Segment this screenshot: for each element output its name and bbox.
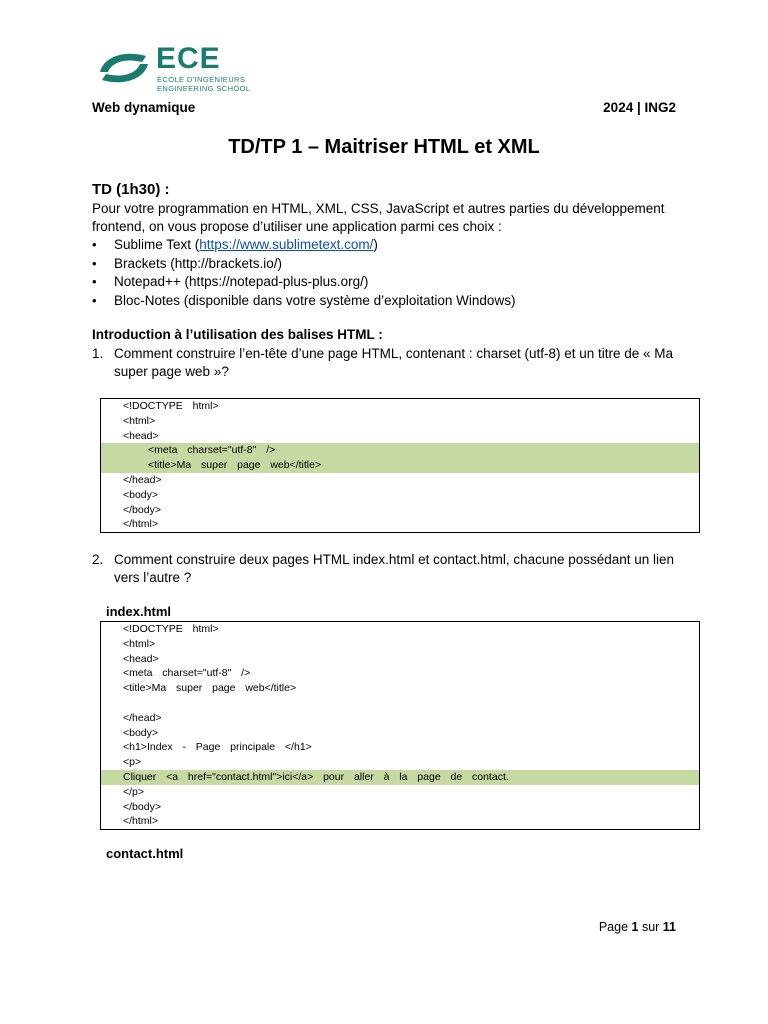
list-item [92,292,515,311]
list-item [92,273,515,292]
list-item [92,255,515,274]
sublime-link[interactable]: https://www.sublimetext.com/ [199,237,374,252]
code-line: <body> [123,488,159,501]
question-text: Comment construire deux pages HTML index.html et contact.html, chacune possédant un lien vers l’autre ? [114,552,675,585]
page-label: Page [598,920,632,934]
code-line: <html> [123,414,156,427]
code-line-highlight: <meta charset="utf-8" /> [101,443,699,458]
code-block-index [100,621,700,830]
question-2 [92,551,692,587]
ece-logo-mark-icon [96,48,152,88]
tool-name: Sublime Text ( [114,237,200,252]
code-line: <h1>Index - Page principale </h1> [123,741,312,754]
code-line: </body> [123,503,161,516]
tool-list [92,236,515,310]
code-line-highlight: Cliquer <a href="contact.html">ici</a> pour aller à la page de contact. [101,770,699,785]
current-page: 1 [631,920,639,934]
tool-name: Brackets (http://brackets.io/) [114,255,283,271]
code-line: <body> [123,726,159,739]
code-line: </head> [123,711,162,724]
ece-logo [96,44,256,94]
code-line: </body> [123,800,161,813]
page-sep: sur [638,920,663,934]
tool-suffix: ) [373,237,378,252]
code-line: <head> [123,429,159,442]
question-number: 1. [92,346,104,361]
code-line: </head> [123,473,162,486]
document-title: TD/TP 1 – Maitriser HTML et XML [228,136,540,158]
code-line: </html> [123,815,159,828]
code-line: <html> [123,637,156,650]
html-intro-heading: Introduction à l’utilisation des balises HTML : [92,327,383,342]
logo-tagline-en: ENGINEERING SCHOOL [157,84,251,93]
code-line [101,696,699,711]
td-heading: TD (1h30) : [92,181,170,198]
code-line-highlight: <title>Ma super page web</title> [101,458,699,473]
td-intro: Pour votre programmation en HTML, XML, CSS, JavaScript et autres parties du développement frontend, on vous propose d’utiliser une application parmi ces choix : [92,201,665,234]
code-line: <meta charset="utf-8" /> [123,667,251,680]
header-course: Web dynamique [92,100,196,115]
code-block-head [100,398,700,533]
total-pages: 11 [662,920,676,934]
logo-wordmark: ECE [156,42,221,75]
code-line: </p> [123,785,145,798]
index-filename-label: index.html [106,604,172,619]
logo-tagline-fr: ÉCOLE D'INGÉNIEURS [157,75,246,84]
page-number [599,920,676,934]
list-item [92,236,515,255]
tool-name: Notepad++ (https://notepad-plus-plus.org/) [114,274,369,289]
code-line: <title>Ma super page web</title> [123,682,297,695]
question-1 [92,345,692,381]
code-line: <!DOCTYPE html> [123,623,219,635]
contact-filename-label: contact.html [106,846,184,861]
code-line: <head> [123,652,159,665]
tool-name: Bloc-Notes (disponible dans votre système d’exploitation Windows) [114,292,516,308]
header-year-level: 2024 | ING2 [603,100,676,115]
question-number: 2. [92,552,104,567]
question-text: Comment construire l’en-tête d’une page HTML, contenant : charset (utf-8) et un titre de « Ma super page web »? [114,346,674,379]
code-line: <p> [123,756,142,769]
code-line: </html> [123,518,159,531]
code-line: <!DOCTYPE html> [123,400,219,412]
